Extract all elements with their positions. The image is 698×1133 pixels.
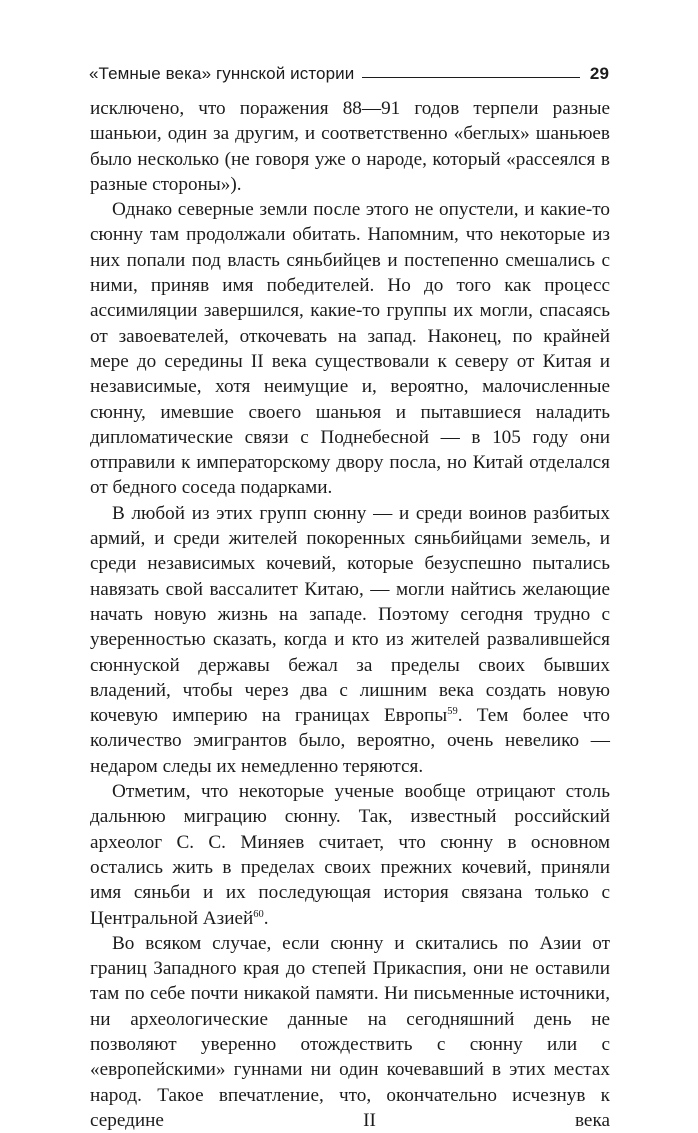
paragraph-text-cont: . Тем более что количество эмигрантов было, вероятно, очень невелико — недаром следы их немедленно теряются. xyxy=(90,705,611,777)
paragraph-text: Однако северные земли после этого не опустели, и какие-то сюнну там продолжали обитать. Напомним, что некоторые из них попали под власть сяньбийцев и постепенно смешались с ними, приняв имя победителей. Но до того как процесс ассимиляции завершился, какие-то группы их могли, спасаясь от завоевателей, откочевать на запад. Наконец, по крайней мере до середины II века существовали к северу от Китая и независимые, хотя неимущие и, вероятно, малочисленные сюнну, имевшие своего шаньюя и пытавшиеся наладить дипломатические связи с Поднебесной — в 105 году они отправили к императорскому двору посла, но Китай отделался от бедного соседа подарками. xyxy=(90,199,610,499)
paragraph-3 xyxy=(90,501,610,779)
paragraph-text-cont: . xyxy=(263,907,269,929)
header-rule xyxy=(362,77,580,78)
paragraph-2 xyxy=(90,197,610,501)
paragraph-4 xyxy=(90,779,610,931)
running-title: «Темные века» гуннской истории xyxy=(89,64,355,83)
footnote-ref-60: 60 xyxy=(253,908,264,920)
footnote-ref-59: 59 xyxy=(447,706,458,718)
paragraph-5 xyxy=(90,931,610,1133)
paragraph-text: Во всяком случае, если сюнну и скитались по Азии от границ Западного края до степей Прикаспия, они не оставили там по себе почти никакой памяти. Ни письменные источники, ни археологические данные на сегодняшний день не позволяют уверенно отождествить с сюнну или с «европейскими» гуннами ни один кочевавший в этих местах народ. Такое впечатление, что, окончательно исчезнув к середине II века xyxy=(90,932,610,1131)
body-text xyxy=(90,96,610,1133)
page-number: 29 xyxy=(589,64,609,83)
running-head xyxy=(89,62,609,86)
paragraph-text: В любой из этих групп сюнну — и среди воинов разбитых армий, и среди жителей покоренных сяньбийцами земель, и среди независимых кочевий, которые безуспешно пытались навязать свой вассалитет Китаю, — могли найтись желающие начать новую жизнь на западе. Поэтому сегодня трудно с уверенностью сказать, когда и кто из жителей развалившейся сюннуской державы бежал за пределы своих бывших владений, чтобы через два с лишним века создать новую кочевую империю на границах Европы xyxy=(90,502,610,727)
paragraph-1 xyxy=(90,96,610,197)
paragraph-text: Отметим, что некоторые ученые вообще отрицают столь дальнюю миграцию сюнну. Так, известный российский археолог С. С. Миняев считает, что сюнну в основном остались жить в пределах своих прежних кочевий, приняли имя сяньби и их последующая история связана только с Центральной Азией xyxy=(90,781,610,929)
paragraph-text: исключено, что поражения 88—91 годов терпели разные шаньюи, один за другим, и соответственно «беглых» шаньюев было несколько (не говоря уже о народе, который «рассеялся в разные стороны»). xyxy=(90,98,610,195)
